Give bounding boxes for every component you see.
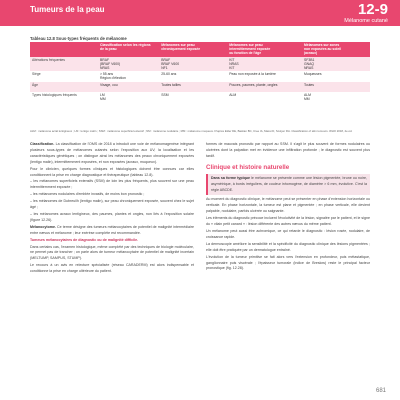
- chapter-number: 12-9: [357, 1, 388, 18]
- table-header-cell: Classification selon les régions de la peau: [98, 42, 159, 57]
- table-cell: Toutes tailles: [159, 82, 227, 93]
- paragraph: Mélanocytome. Ce terme désigne des tumeurs mélanocytaires de potentiel de malignité intermédiaire entre nævus et mélanome ; leur exérèse complète est recommandée.: [30, 224, 194, 235]
- left-text-column: [30, 142, 194, 276]
- paragraph: – les mélanomes superficiels extensifs (SSM) de loin les plus fréquents, plus souvent sur une peau intermittemment exposée ;: [30, 179, 194, 190]
- table-notes: ALM : mélanome acral lentigineux ; LM : lentigo malin ; SSM : mélanome superficiel extensif ; NM : mélanome nodulaire ; MM : mélanome muqueux. D'après Elder DE, Bastian BC, Cree IA, Massi D, Scolyer RA. Classification of skin tumours. WHO 2018, 4e éd.: [30, 129, 353, 133]
- paragraph: Un mélanome peut aussi être achromique, ce qui retarde le diagnostic : lésion rosée, nodulaire, de croissance rapide.: [206, 228, 370, 239]
- paragraph: Dans certains cas, l'examen histologique, même complété par des techniques de biologie moléculaire, ne permet pas de trancher ; on parle alors de tumeur mélanocytaire de potentiel de malignité incertain (MELTUMP, SAMPUS, STUMP).: [30, 244, 194, 261]
- table-cell: KIT NRAS KIT: [227, 57, 302, 72]
- chapter-title: Tumeurs de la peau: [30, 5, 105, 14]
- paragraph: formes de mauvais pronostic par rapport au SSM. Il s'agit le plus souvent de formes nodulaires ou ulcérées dont la palpation met en évidence une infiltration profonde ; le diagnostic est souvent plus tardif.: [206, 142, 370, 158]
- page-number: 681: [375, 388, 386, 394]
- paragraph: – les mélanomes acraux lentigineux, des paumes, plantes et ongles, non liés à l'exposition solaire (figure 12.26).: [30, 211, 194, 222]
- table-row-label: Siège: [30, 71, 98, 82]
- table-row: [30, 82, 370, 93]
- paragraph: La dermoscopie améliore la sensibilité et la spécificité du diagnostic clinique des lésions pigmentées ; elle doit être pratiquée par un dermatologue entraîné.: [206, 241, 370, 252]
- paragraph: Les éléments du diagnostic précoce incluent l'évolutivité de la lésion, signalée par le patient, et le signe du « vilain petit canard » : lésion différente des autres nævus du même patient.: [206, 216, 370, 227]
- table-cell: Pouces, paumes, plante, ongles: [227, 82, 302, 93]
- table-cell: ALM MM: [302, 92, 370, 103]
- section-heading: Clinique et histoire naturelle: [206, 163, 290, 171]
- table-cell: Peau non exposée à la lumière: [227, 71, 302, 82]
- table-cell: > 55 ans Région d'élection: [98, 71, 159, 82]
- table-header-cell: [30, 42, 98, 57]
- table-cell: Muqueuses: [302, 71, 370, 82]
- right-text-column: [206, 142, 370, 273]
- chapter-header: [0, 0, 400, 26]
- table-cell: 25-60 ans: [159, 71, 227, 82]
- table-cell: Visage, cou: [98, 82, 159, 93]
- paragraph: L'évolution de la tumeur primitive se fait alors vers l'extension en profondeur, puis métastatique, ganglionnaire puis viscérale ; l'épaisseur tumorale (indice de Breslow) reste le principal facteur pronostique (fig. 12.28).: [206, 254, 370, 271]
- table-cell: BRAF (BRAF V600) NRAS: [98, 57, 159, 72]
- table-cell: SSM: [159, 92, 227, 103]
- paragraph: Au moment du diagnostic clinique, le mélanome peut se présenter en phase d'extension horizontale ou verticale. En phase horizontale, la tumeur est plane et pigmentée ; en phase verticale, elle devient palpable, nodulaire, parfois ulcérée ou saignante.: [206, 197, 370, 214]
- table-cell: SF3B1 GNAQ NRAS: [302, 57, 370, 72]
- table-row: [30, 57, 370, 72]
- table-row: [30, 71, 370, 82]
- table-row-label: Types histologiques fréquents: [30, 92, 98, 103]
- paragraph: Le recours à un avis en relecture spécialisée (réseau CARADERM) est alors indispensable et conditionne la prise en charge ultérieure du patient.: [30, 263, 194, 274]
- table-row-label: Âge: [30, 82, 98, 93]
- subheading: Tumeurs mélanocytaires de diagnostic ou de malignité difficile.: [30, 237, 139, 242]
- section-subtitle: Mélanome cutané: [344, 18, 388, 24]
- table-cell: LM MM: [98, 92, 159, 103]
- table-header-cell: Mélanomes sur peau chroniquement exposée: [159, 42, 227, 57]
- table-header-cell: Mélanomes sur zones non exposées au soleil (acraux): [302, 42, 370, 57]
- table-cell: BRAF BRAF V600 NF1: [159, 57, 227, 72]
- table-header-row: [30, 42, 370, 57]
- table-caption: Tableau 12.8 Sous-types fréquents de mélanome: [30, 36, 127, 41]
- table-row: [30, 92, 370, 103]
- table-row-label: Altérations fréquentes: [30, 57, 98, 72]
- paragraph: – les mélanomes nodulaires d'emblée invasifs, de moins bon pronostic ;: [30, 192, 145, 197]
- table-cell: ALM: [227, 92, 302, 103]
- table-cell: Toutes: [302, 82, 370, 93]
- paragraph: – les mélanomes de Dubreuilh (lentigo malin), sur peau chroniquement exposée, souvent chez le sujet âgé ;: [30, 199, 194, 210]
- paragraph: Pour le clinicien, quelques formes cliniques et histologiques doivent être connues car elles conditionnent la prise en charge diagnostique et thérapeutique (tableau 12.8).: [30, 166, 194, 177]
- paragraph: Classification. La classification de l'OMS de 2018 a introduit une voie de mélanomagenèse intégrant plusieurs sous-types de mélanomes cutanés selon l'exposition aux UV, la localisation et les caractéristiques génétiques ; on distingue ainsi les mélanomes des peaux chroniquement exposées (lentigo malin), intermittemment exposées, et non exposées (acraux, muqueux).: [30, 142, 194, 164]
- table-header-cell: Mélanomes sur peau intermittemment exposée ou fonction de l'âge: [227, 42, 302, 57]
- callout-box: Dans sa forme typique le mélanome se présente comme une lésion pigmentée, brune ou noire, asymétrique, à bords irréguliers, de couleur inhomogène, de diamètre > 6 mm, évolutive. C'est la règle ABCDE.: [206, 174, 370, 196]
- melanoma-subtypes-table: [30, 42, 370, 103]
